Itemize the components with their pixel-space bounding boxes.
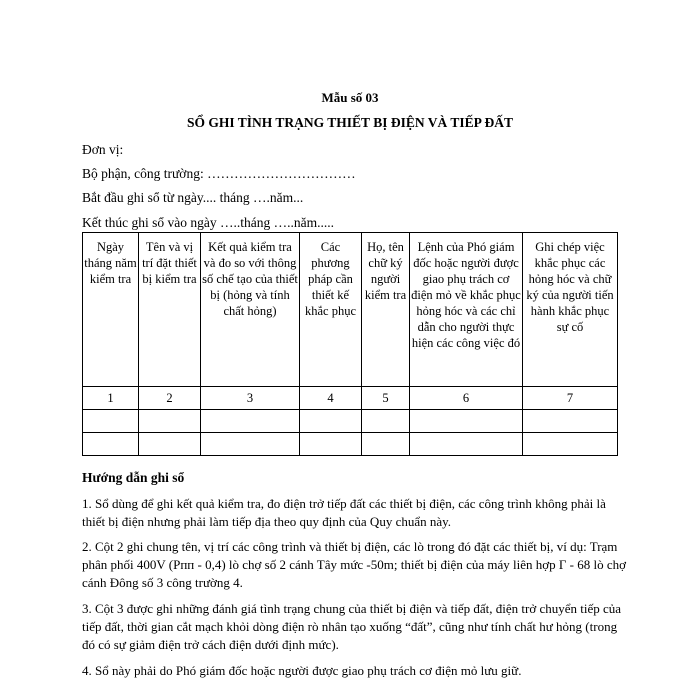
document-title: SỔ GHI TÌNH TRẠNG THIẾT BỊ ĐIỆN VÀ TIẾP ĐẤT: [187, 115, 513, 130]
empty-cell: [410, 410, 523, 433]
unit-field: Đơn vị:: [82, 142, 124, 157]
empty-cell: [201, 410, 300, 433]
header-date: Ngày tháng năm kiểm tra: [83, 233, 139, 387]
guide-item: 1. Sổ dùng để ghi kết quả kiểm tra, đo điện trở tiếp đất các thiết bị điện, các công trình không phải là thiết bị điện nhưng phải làm tiếp địa theo quy định của Quy chuẩn này.: [82, 496, 606, 529]
guide-title: Hướng dẫn ghi sổ: [82, 470, 185, 485]
header-inspector: Họ, tên chữ ký người kiểm tra: [362, 233, 410, 387]
header-director-order: Lệnh của Phó giám đốc hoặc người được giao phụ trách cơ điện mỏ về khắc phục hỏng hóc và các chỉ dẫn cho người thực hiện các công việc đó: [410, 233, 523, 387]
column-number: 7: [523, 387, 618, 410]
end-date-field: Kết thúc ghi sổ vào ngày …..tháng …..năm.....: [82, 215, 334, 230]
empty-cell: [523, 410, 618, 433]
empty-cell: [362, 410, 410, 433]
equipment-log-table: [82, 232, 618, 456]
empty-row: [83, 433, 618, 456]
empty-cell: [300, 433, 362, 456]
column-number: 3: [201, 387, 300, 410]
header-remedy-methods: Các phương pháp cần thiết kế khắc phục: [300, 233, 362, 387]
header-equipment: Tên và vị trí đặt thiết bị kiểm tra: [139, 233, 201, 387]
empty-row: [83, 410, 618, 433]
start-date-field: Bắt đầu ghi sổ từ ngày.... tháng ….năm...: [82, 190, 304, 205]
column-number: 2: [139, 387, 201, 410]
guide-item: 2. Cột 2 ghi chung tên, vị trí các công trình và thiết bị điện, các lò trong đó đặt các thiết bị, ví dụ: Trạm phân phối 400V (Рпп - 0,4) lò chợ số 2 cánh Tây mức -50m; thiết bị điện của máy liên hợp Г - 68 lò chợ cánh Đông số 3 công trường 4.: [82, 539, 626, 590]
guide-item: 3. Cột 3 được ghi những đánh giá tình trạng chung của thiết bị điện và tiếp đất, điện trở chuyển tiếp của tiếp đất, thời gian cắt mạch khỏi dòng điện rò nhân tạo xuống “đất”, cũng như tính chất hư hỏng (trong đó có sự giảm điện trở cách điện dưới định mức).: [82, 601, 622, 652]
header-remedy-notes: Ghi chép việc khắc phục các hỏng hóc và chữ ký của người tiến hành khắc phục sự cố: [523, 233, 618, 387]
empty-cell: [83, 410, 139, 433]
header-row: [83, 233, 618, 387]
column-number: 1: [83, 387, 139, 410]
department-field: Bộ phận, công trường: ……………………………: [82, 166, 356, 181]
empty-cell: [201, 433, 300, 456]
guide-item: 4. Sổ này phải do Phó giám đốc hoặc người được giao phụ trách cơ điện mỏ lưu giữ.: [82, 663, 522, 678]
empty-cell: [410, 433, 523, 456]
empty-cell: [523, 433, 618, 456]
empty-cell: [300, 410, 362, 433]
form-number: Mẫu số 03: [321, 90, 379, 105]
empty-cell: [139, 410, 201, 433]
empty-cell: [362, 433, 410, 456]
empty-cell: [139, 433, 201, 456]
column-number-row: [83, 387, 618, 410]
empty-cell: [83, 433, 139, 456]
column-number: 6: [410, 387, 523, 410]
column-number: 4: [300, 387, 362, 410]
header-result: Kết quả kiểm tra và đo so với thông số chế tạo của thiết bị (hỏng và tính chất hỏng): [201, 233, 300, 387]
column-number: 5: [362, 387, 410, 410]
